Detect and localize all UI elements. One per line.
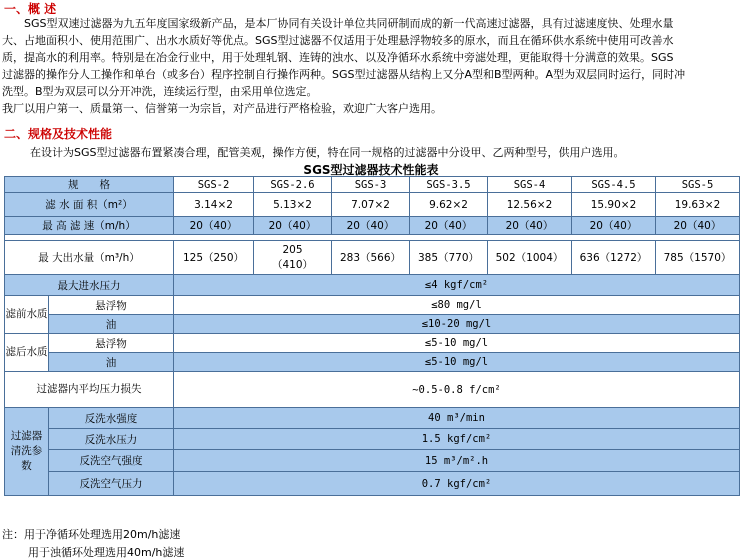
wash-row-label: 反洗空气压力 (49, 472, 174, 496)
table-row (5, 450, 740, 472)
section-1-line: 我厂以用户第一、质量第一、信誉第一为宗旨，对产品进行严格检验，欢迎广大客户选用。 (2, 102, 442, 115)
after-ss-label: 悬浮物 (49, 334, 174, 353)
model-cell: SGS-4 (488, 177, 572, 193)
flow-cell: 283（566） (332, 241, 410, 275)
pressure-loss-value: ~0.5-0.8 f/cm² (174, 372, 740, 408)
wash-row-value: 15 m³/m².h (174, 450, 740, 472)
wash-row-value: 1.5 kgf/cm² (174, 429, 740, 450)
speed-cell: 20（40） (332, 217, 410, 235)
flow-cell-line: 205 (282, 243, 303, 256)
table-row (5, 429, 740, 450)
section-1-title: 一、概 述 (4, 2, 57, 16)
flow-cell-sgs26 (254, 241, 332, 275)
before-oil-value: ≤10-20 mg/l (174, 315, 740, 334)
model-cell: SGS-4.5 (572, 177, 656, 193)
speed-cell: 20（40） (488, 217, 572, 235)
wash-row-value: 40 m³/min (174, 408, 740, 429)
spec-table (4, 176, 740, 496)
note-line-2: 用于浊循环处理选用40m/h滤速 (28, 546, 185, 559)
spec-header: 规 格 (5, 177, 174, 193)
flow-cell-line: （410） (271, 258, 314, 271)
after-quality-label: 滤后水质 (5, 334, 49, 372)
after-oil-label: 油 (49, 353, 174, 372)
section-2-title: 二、规格及技术性能 (4, 127, 113, 141)
table-title: SGS型过滤器技术性能表 (303, 163, 439, 177)
section-1-line: 洗型。B型为双层可以分开冲洗，连续运行型，由采用单位选定。 (2, 85, 318, 98)
table-row (5, 334, 740, 353)
flow-cell: 636（1272） (572, 241, 656, 275)
model-cell: SGS-5 (656, 177, 740, 193)
table-row (5, 296, 740, 315)
area-cell: 3.14×2 (174, 193, 254, 217)
speed-cell: 20（40） (572, 217, 656, 235)
table-row (5, 177, 740, 193)
inlet-pressure-value: ≤4 kgf/cm² (174, 275, 740, 296)
area-cell: 12.56×2 (488, 193, 572, 217)
speed-label: 最 高 滤 速（m/h） (5, 217, 174, 235)
section-1-line: SGS型双速过滤器为九五年度国家级新产品，是本厂协同有关设计单位共同研制而成的新一代高速过滤器，具有过滤速度快、处理水量 (2, 17, 674, 30)
wash-row-label: 反洗水压力 (49, 429, 174, 450)
area-cell: 7.07×2 (332, 193, 410, 217)
model-cell: SGS-3 (332, 177, 410, 193)
section-2-intro: 在设计为SGS型过滤器布置紧凑合理，配管美观，操作方便，特在同一规格的过滤器中分设甲、乙两种型号，供用户选用。 (30, 146, 625, 159)
table-row (5, 408, 740, 429)
wash-row-label: 反洗水强度 (49, 408, 174, 429)
pressure-loss-label: 过滤器内平均压力损失 (5, 372, 174, 408)
before-oil-label: 油 (49, 315, 174, 334)
section-1-line: 质，提高水的利用率。特别是在冶金行业中，用于处理轧钢、连铸的浊水、以及净循环水系统中旁滤处理，更能取得十分满意的效果。SGS (2, 51, 674, 64)
speed-cell: 20（40） (174, 217, 254, 235)
flow-cell: 125（250） (174, 241, 254, 275)
speed-cell: 20（40） (410, 217, 488, 235)
table-row (5, 472, 740, 496)
model-cell: SGS-2 (174, 177, 254, 193)
table-row (5, 217, 740, 235)
table-row (5, 353, 740, 372)
after-ss-value: ≤5-10 mg/l (174, 334, 740, 353)
section-1-body (2, 15, 738, 117)
note-line-1: 注：用于净循环处理选用20m/h滤速 (2, 528, 181, 541)
table-row (5, 372, 740, 408)
before-ss-value: ≤80 mg/l (174, 296, 740, 315)
after-oil-value: ≤5-10 mg/l (174, 353, 740, 372)
flow-cell: 785（1570） (656, 241, 740, 275)
before-ss-label: 悬浮物 (49, 296, 174, 315)
flow-label: 最 大出水量（m³/h） (5, 241, 174, 275)
before-quality-label: 滤前水质 (5, 296, 49, 334)
area-cell: 19.63×2 (656, 193, 740, 217)
table-row (5, 275, 740, 296)
speed-cell: 20（40） (656, 217, 740, 235)
model-cell: SGS-3.5 (410, 177, 488, 193)
area-cell: 5.13×2 (254, 193, 332, 217)
area-label: 滤 水 面 积（m²） (5, 193, 174, 217)
section-1-line: 大、占地面积小、使用范围广、出水水质好等优点。SGS型过滤器不仅适用于处理悬浮物较多的原水，而且在循环供水系统中使用可改善水 (2, 34, 674, 47)
table-row (5, 315, 740, 334)
section-1-line: 过滤器的操作分人工操作和单台（或多台）程序控制自行操作两种。SGS型过滤器从结构上又分A型和B型两种。A型为双层同时运行，同时冲 (2, 68, 686, 81)
wash-row-value: 0.7 kgf/cm² (174, 472, 740, 496)
speed-cell: 20（40） (254, 217, 332, 235)
area-cell: 15.90×2 (572, 193, 656, 217)
table-row (5, 193, 740, 217)
flow-cell: 502（1004） (488, 241, 572, 275)
wash-params-label: 过滤器清洗参数 (5, 408, 49, 496)
inlet-pressure-label: 最大进水压力 (5, 275, 174, 296)
wash-row-label: 反洗空气强度 (49, 450, 174, 472)
area-cell: 9.62×2 (410, 193, 488, 217)
table-row (5, 241, 740, 275)
model-cell: SGS-2.6 (254, 177, 332, 193)
flow-cell: 385（770） (410, 241, 488, 275)
